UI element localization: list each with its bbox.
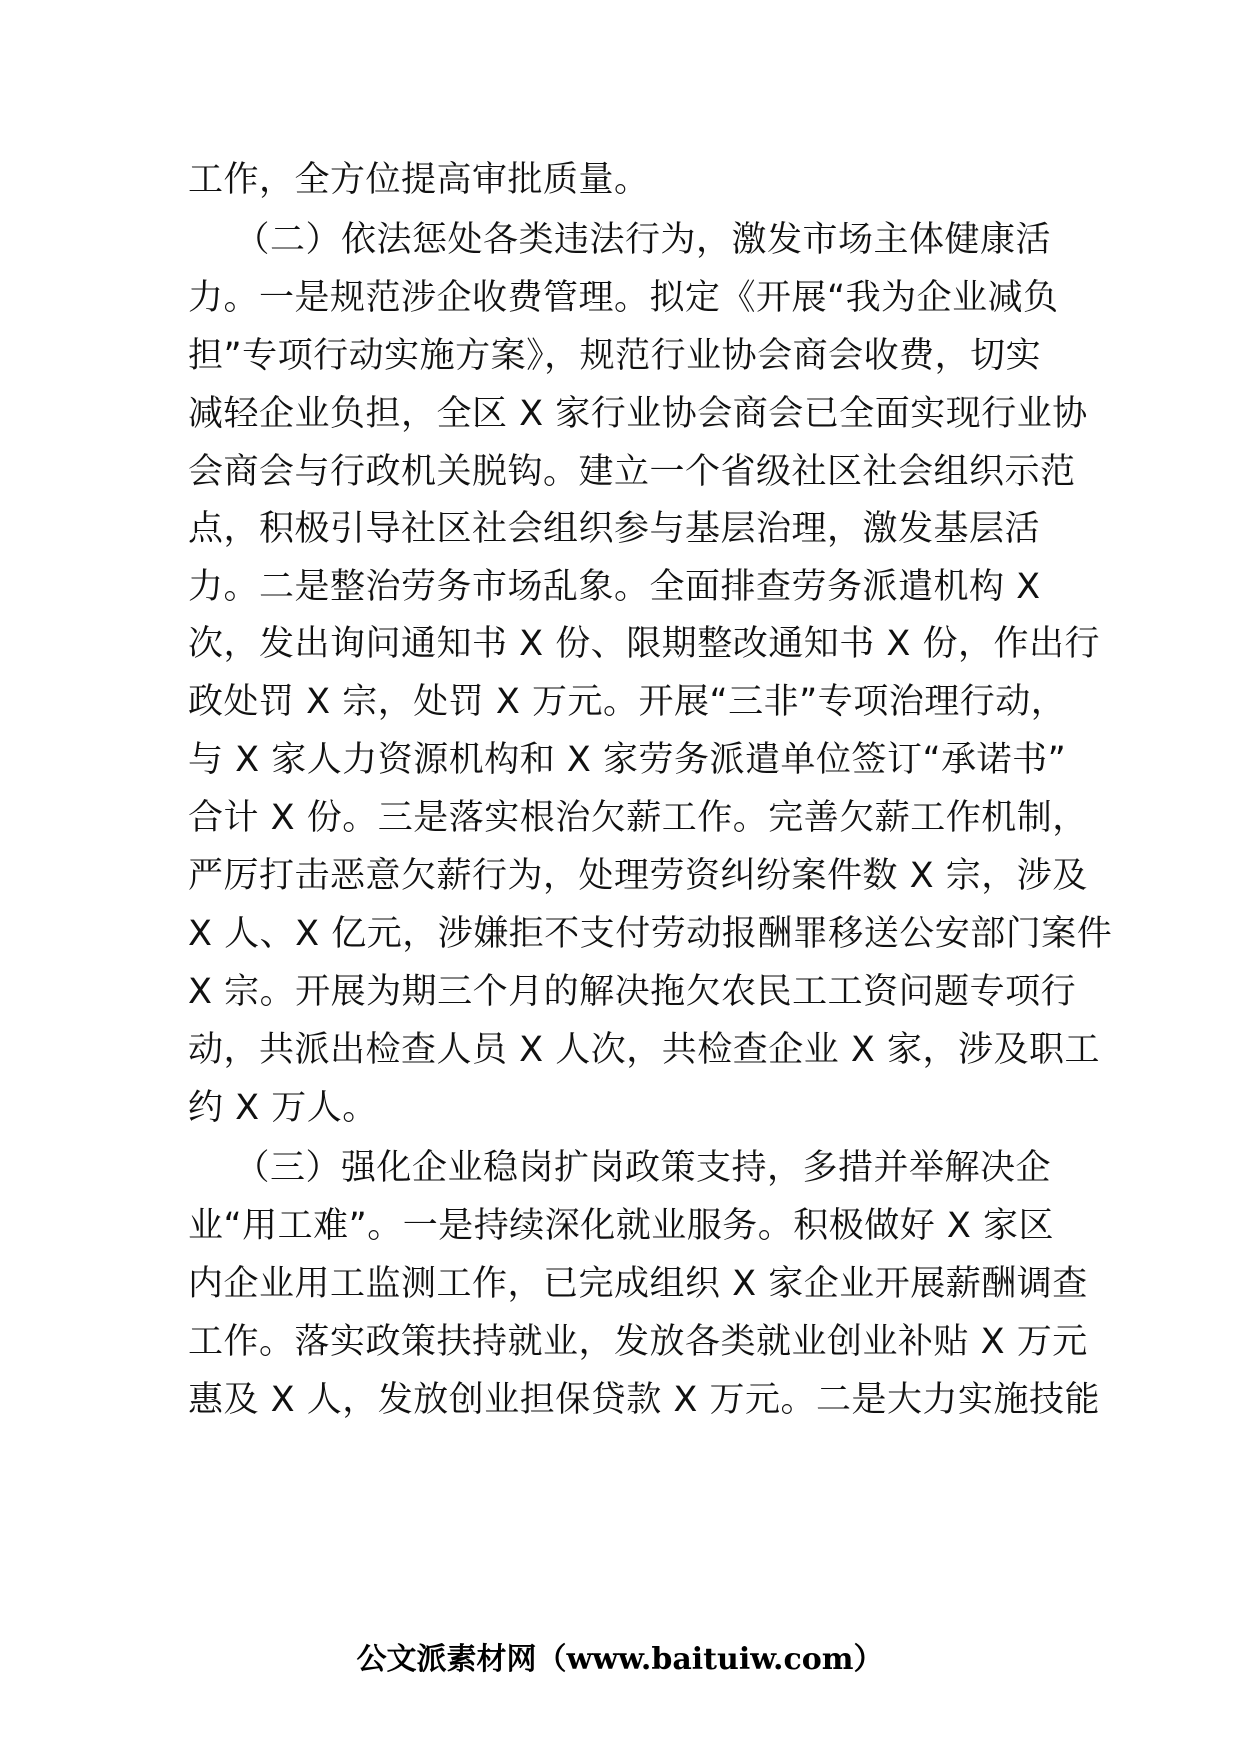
paragraph-line: 工作。落实政策扶持就业，发放各类就业创业补贴 X 万元 xyxy=(188,1322,1088,1362)
footer-watermark: 公文派素材网（www.baituiw.com） xyxy=(356,1642,884,1677)
paragraph-line: 合计 X 份。三是落实根治欠薪工作。完善欠薪工作机制， xyxy=(188,798,1088,838)
paragraph-line: （三）强化企业稳岗扩岗政策支持，多措并举解决企 xyxy=(188,1148,1052,1188)
paragraph-line: 与 X 家人力资源机构和 X 家劳务派遣单位签订“承诺书” xyxy=(188,740,1067,780)
paragraph-line: 力。一是规范涉企收费管理。拟定《开展“我为企业减负 xyxy=(188,278,1059,318)
paragraph-line: 点，积极引导社区社会组织参与基层治理，激发基层活 xyxy=(188,509,1041,549)
paragraph-line: X 人、X 亿元，涉嫌拒不支付劳动报酬罪移送公安部门案件 xyxy=(188,914,1113,954)
paragraph-line: 政处罚 X 宗，处罚 X 万元。开展“三非”专项治理行动， xyxy=(188,682,1067,722)
paragraph-line: 力。二是整治劳务市场乱象。全面排查劳务派遣机构 X xyxy=(188,567,1041,607)
paragraph-line: X 宗。开展为期三个月的解决拖欠农民工工资问题专项行 xyxy=(188,972,1077,1012)
paragraph-line: 内企业用工监测工作，已完成组织 X 家企业开展薪酬调查 xyxy=(188,1264,1088,1304)
paragraph-line: 会商会与行政机关脱钩。建立一个省级社区社会组织示范 xyxy=(188,452,1076,492)
paragraph-line: 次，发出询问通知书 X 份、限期整改通知书 X 份，作出行 xyxy=(188,624,1100,664)
paragraph-line: 约 X 万人。 xyxy=(188,1088,378,1128)
paragraph-line: 减轻企业负担，全区 X 家行业协会商会已全面实现行业协 xyxy=(188,394,1088,434)
paragraph-line: 工作，全方位提高审批质量。 xyxy=(188,160,650,200)
paragraph-line: 担”专项行动实施方案》，规范行业协会商会收费，切实 xyxy=(188,336,1042,376)
paragraph-line: 惠及 X 人，发放创业担保贷款 X 万元。二是大力实施技能 xyxy=(188,1380,1100,1420)
paragraph-line: 严厉打击恶意欠薪行为，处理劳资纠纷案件数 X 宗，涉及 xyxy=(188,856,1088,896)
paragraph-line: 业“用工难”。一是持续深化就业服务。积极做好 X 家区 xyxy=(188,1206,1054,1246)
paragraph-line: 动，共派出检查人员 X 人次，共检查企业 X 家，涉及职工 xyxy=(188,1030,1100,1070)
paragraph-line: （二）依法惩处各类违法行为，激发市场主体健康活 xyxy=(188,220,1052,260)
